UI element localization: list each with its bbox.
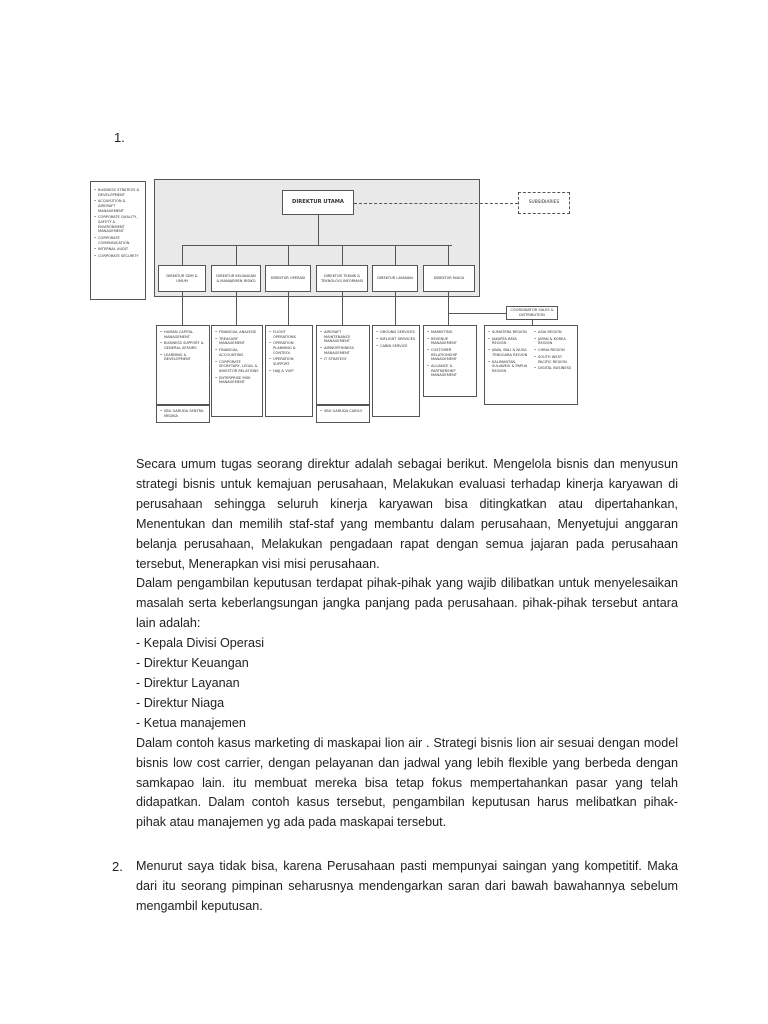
paragraph-line: Dalam pengambilan keputusan terdapat pihak-pihak yang wajib dilibatkan untuk menyelesaikan [136, 576, 678, 591]
org-line [182, 245, 452, 246]
list-number-1: 1. [114, 130, 125, 145]
org-line [236, 245, 237, 265]
org-dept-list [156, 325, 210, 405]
paragraph-line: belanja perusahaan, Melakukan pengadaan rapat dengan semua jajaran pada perusahaan [136, 536, 678, 551]
paragraph-line: bisnis low cost carrier, dengan pelayanan dan jadwal yang lebih flexible yang berbeda dengan [136, 755, 678, 770]
org-dept-item: • CORPORATE SECRETARY, LEGAL & INVESTOR RELATIONS [215, 360, 259, 374]
org-dept-item: • CABIN SERVICE [376, 344, 416, 349]
org-line [395, 292, 396, 325]
org-line [318, 215, 319, 245]
org-sbu-box [316, 405, 370, 423]
paragraph-line: Menentukan dan memilih staf-staf yang membantu dalam perusahaan, Menyetujui anggaran [136, 516, 678, 531]
org-line [448, 292, 449, 325]
org-dept-item: • INFLIGHT SERVICES [376, 337, 416, 342]
org-left-item: • CORPORATE SECURITY [94, 254, 142, 259]
org-line [448, 313, 506, 314]
org-dept-item: • HUMAN CAPITAL MANAGEMENT [160, 330, 206, 339]
org-dept-item: • GROUND SERVICES [376, 330, 416, 335]
org-dept-list [265, 325, 313, 417]
paragraph-line: strategi bisnis untuk kemajuan perusahaan, Melakukan evaluasi terhadap kinerja karyawan di [136, 476, 678, 491]
org-region-item: • DIGITAL BUSINESS [534, 366, 576, 371]
item-1-paragraph [136, 455, 678, 833]
org-dept-list [316, 325, 370, 405]
org-line [448, 245, 449, 265]
org-line [236, 292, 237, 325]
org-dept-list [372, 325, 420, 417]
org-dept-item: • FINANCIAL ACCOUNTING [215, 348, 259, 357]
org-dept-item: • BUSINESS SUPPORT & GENERAL AFFAIRS [160, 341, 206, 350]
list-line: - Direktur Keuangan [136, 656, 249, 671]
org-left-item: • ACQUISITION & AIRCRAFT MANAGEMENT [94, 199, 142, 213]
org-dept-item: • FINANCIAL ANALYSIS [215, 330, 259, 335]
org-director-box: DIREKTUR TEKNIK & TEKNOLOGI INFORMASI [316, 265, 368, 292]
org-dept-item: • OPERATION SUPPORT [269, 357, 309, 366]
paragraph-line: dari itu seorang pimpinan seharusnya mendengarkan saran dari bawah bawahannya sebelum [136, 878, 678, 893]
org-sbu-box [156, 405, 210, 423]
org-dept-item: • TREASURY MANAGEMENT [215, 337, 259, 346]
list-line: - Kepala Divisi Operasi [136, 636, 265, 651]
list-line: - Direktur Niaga [136, 695, 225, 710]
org-director-box: DIREKTUR NIAGA [423, 265, 475, 292]
org-region-item: • JAKARTA RAYA REGION [488, 337, 530, 346]
org-dept-list [211, 325, 263, 417]
paragraph-line: tersebut, Menerapkan visi misi perusahaan. [136, 556, 380, 571]
org-line [342, 292, 343, 325]
paragraph-line: pihak atau manajemen yg ada pada maskapai tersebut. [136, 815, 447, 830]
org-left-item: • CORPORATE QUALITY, SAFETY & ENVIRONMENT MANAGEMENT [94, 215, 142, 233]
org-dept-item: • AIRWORTHINESS MANAGEMENT [320, 346, 366, 355]
org-main-box: DIREKTUR UTAMA [282, 190, 354, 215]
org-chart [88, 176, 582, 428]
org-dept-item: • CUSTOMER RELATIONSHIP MANAGEMENT [427, 348, 473, 362]
list-number-2: 2. [112, 859, 123, 874]
org-dept-item: • ENTERPRISE RISK MANAGEMENT [215, 376, 259, 385]
list-line: - Ketua manajemen [136, 715, 246, 730]
paragraph-line: mengambil keputusan. [136, 898, 263, 913]
org-line [342, 245, 343, 265]
paragraph-line: didapatkan. Dalam contoh kasus tersebut, pengambilan keputusan harus melibatkan pihak- [136, 795, 678, 810]
org-line [288, 292, 289, 325]
org-dept-item: • REVENUE MANAGEMENT [427, 337, 473, 346]
org-director-box: DIREKTUR KEUANGAN & MANAJEMEN RISIKO [211, 265, 261, 292]
org-dept-item: • LEARNING & DEVELOPMENT [160, 353, 206, 362]
org-dept-item: • MARKETING [427, 330, 473, 335]
org-left-item: • CORPORATE COMMUNICATION [94, 236, 142, 245]
org-subsidiaries-box: SUBSIDIARIES [518, 192, 570, 214]
org-sbu-item: • SBU GARUDA SENTRA MEDIKA [160, 409, 206, 418]
org-line [395, 245, 396, 265]
org-director-box: DIREKTUR SDM & UMUM [158, 265, 206, 292]
org-line [182, 245, 183, 265]
paragraph-line: Dalam contoh kasus marketing di maskapai lion air . Strategi bisnis lion air sesuai dengan model [136, 735, 678, 750]
org-line [354, 203, 518, 204]
org-region-item: • SOUTH WEST PACIFIC REGION [534, 355, 576, 364]
paragraph-line: Menurut saya tidak bisa, karena Perusahaan pasti mempunyai saingan yang kompetitif. Maka [136, 859, 678, 873]
org-dept-item: • AIRCRAFT MAINTENANCE MANAGEMENT [320, 330, 366, 344]
org-region-item: • KALIMANTAN, SULAWESI & PAPUA REGION [488, 360, 530, 374]
org-left-panel [90, 181, 146, 300]
org-region-item: • JAPAN & KOREA REGION [534, 337, 576, 346]
paragraph-line: masalah serta keberlangsungan jangka panjang pada perusahaan. pihak-pihak tersebut antara [136, 596, 678, 611]
org-region-item: • JAWA, BALI & NUSA TENGGARA REGION [488, 348, 530, 357]
org-dept-item: • HAJJ & VVIP [269, 369, 309, 374]
org-director-box: DIREKTUR OPERASI [265, 265, 311, 292]
list-line: - Direktur Layanan [136, 675, 240, 690]
org-regions-panel [484, 325, 578, 405]
org-region-item: • ASIA REGION [534, 330, 576, 335]
org-line [182, 292, 183, 325]
org-dept-item: • OPERATION PLANNING & CONTROL [269, 341, 309, 355]
org-dept-item: • ALLIANCE & PARTNERSHIP MANAGEMENT [427, 364, 473, 378]
org-director-box: DIREKTUR LAYANAN [372, 265, 418, 292]
org-coordinator-box: COORDINATOR SALES & DISTRIBUTION [506, 306, 558, 320]
org-left-item: • INTERNAL AUDIT [94, 247, 142, 252]
paragraph-line: samkapao lain. itu membuat mereka bisa tetap fokus mempertahankan pasar yang telah [136, 775, 678, 790]
org-region-item: • SUMATERA REGION [488, 330, 530, 335]
org-left-item: • BUSINESS STRATEGY & DEVELOPMENT [94, 188, 142, 197]
org-sbu-item: • SBU GARUDA CARGO [320, 409, 366, 414]
paragraph-line: lain adalah: [136, 616, 201, 631]
item-2-paragraph [136, 857, 678, 917]
paragraph-line: Secara umum tugas seorang direktur adalah sebagai berikut. Mengelola bisnis dan menyusun [136, 457, 678, 471]
org-region-item: • CHINA REGION [534, 348, 576, 353]
org-line [288, 245, 289, 265]
org-dept-item: • IT STRATEGY [320, 357, 366, 362]
paragraph-line: perusahaan sehingga seluruh kinerja karyawan bisa ditingkatkan atau dipertahankan, [136, 496, 678, 511]
org-dept-list [423, 325, 477, 397]
org-dept-item: • FLIGHT OPERATIONS [269, 330, 309, 339]
